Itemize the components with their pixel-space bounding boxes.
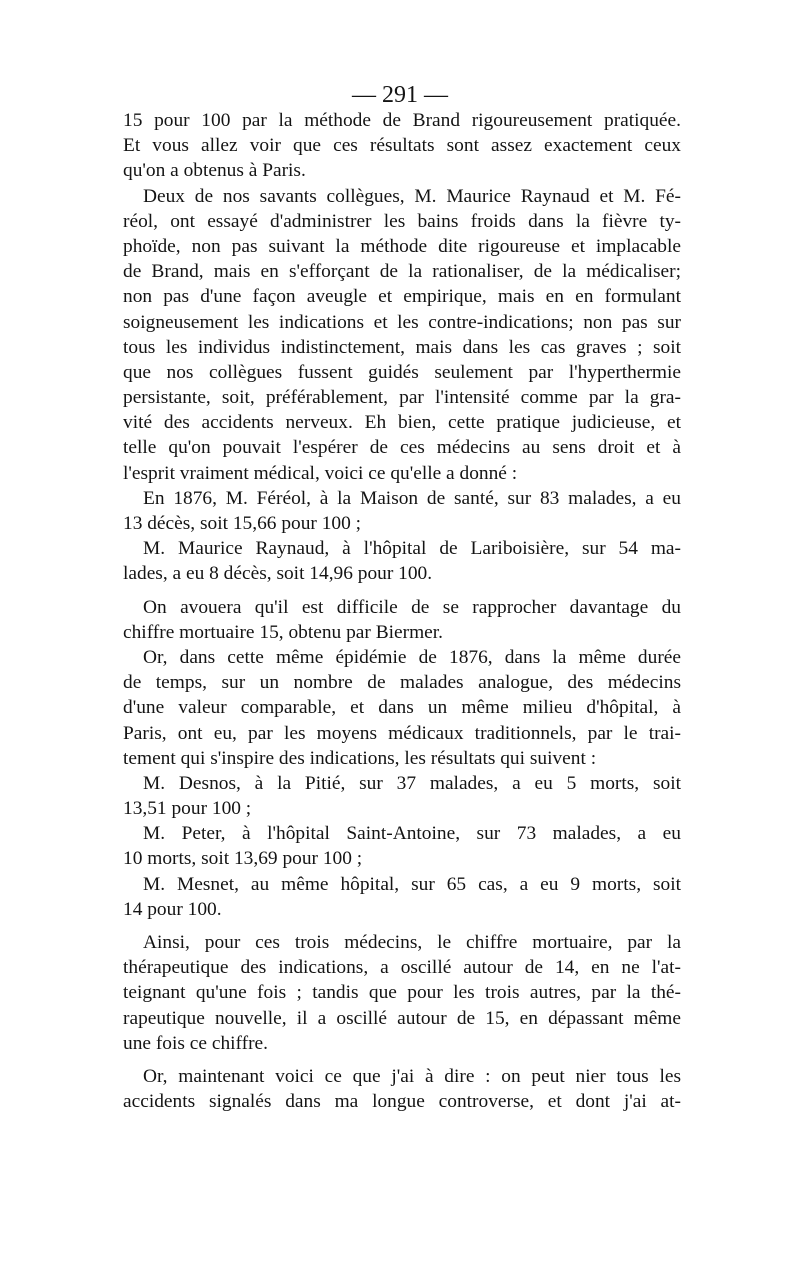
text-line: qu'on a obtenus à Paris. <box>123 160 306 182</box>
text-line: une fois ce chiffre. <box>123 1032 269 1054</box>
text-line: En 1876, M. Féréol, à la Maison de santé, sur 83 malades, a eu <box>143 487 681 509</box>
text-line: Or, maintenant voici ce que j'ai à dire : on peut nier tous les <box>143 1065 681 1087</box>
text-line: accidents signalés dans ma longue controverse, et dont j'ai at- <box>123 1091 681 1113</box>
text-line: Et vous allez voir que ces résultats sont assez exactement ceux <box>123 135 681 157</box>
paragraph <box>123 872 681 922</box>
text-line: non pas d'une façon aveugle et empirique, mais en en formulant <box>123 286 681 308</box>
text-line: On avouera qu'il est difficile de se rapprocher davantage du <box>143 596 681 618</box>
paragraph <box>123 486 681 536</box>
paragraph <box>123 1064 681 1114</box>
text-line: M. Maurice Raynaud, à l'hôpital de Lariboisière, sur 54 ma- <box>143 538 681 560</box>
paragraph-gap <box>123 1056 681 1064</box>
text-line: Deux de nos savants collègues, M. Maurice Raynaud et M. Fé- <box>143 185 681 207</box>
paragraph <box>123 595 681 645</box>
body-text <box>123 108 681 1114</box>
text-line: Paris, ont eu, par les moyens médicaux traditionnels, par le trai- <box>123 722 681 744</box>
paragraph <box>123 930 681 1056</box>
text-line: lades, a eu 8 décès, soit 14,96 pour 100. <box>123 563 433 585</box>
text-line: phoïde, non pas suivant la méthode dite rigoureuse et implacable <box>123 235 681 257</box>
text-line: d'une valeur comparable, et dans un même milieu d'hôpital, à <box>123 697 681 719</box>
text-line: teignant qu'une fois ; tandis que pour les trois autres, par la thé- <box>123 982 681 1004</box>
text-line: 13 décès, soit 15,66 pour 100 ; <box>123 513 362 534</box>
text-line: Or, dans cette même épidémie de 1876, dans la même durée <box>143 646 681 668</box>
text-line: 10 morts, soit 13,69 pour 100 ; <box>123 848 363 870</box>
text-line: persistante, soit, préférablement, par l'intensité comme par la gra- <box>123 387 681 409</box>
text-line: tous les individus indistinctement, mais dans les cas graves ; soit <box>123 336 681 358</box>
text-line: M. Peter, à l'hôpital Saint-Antoine, sur 73 malades, a eu <box>143 823 681 845</box>
text-line: que nos collègues fussent guidés seulement par l'hyperthermie <box>123 361 681 383</box>
text-line: chiffre mortuaire 15, obtenu par Biermer. <box>123 621 444 643</box>
text-line: 13,51 pour 100 ; <box>123 798 252 820</box>
text-line: 15 pour 100 par la méthode de Brand rigoureusement pratiquée. <box>123 110 681 131</box>
text-line: thérapeutique des indications, a oscillé autour de 14, en ne l'at- <box>123 957 681 979</box>
page-number: — 291 — <box>352 82 448 108</box>
text-line: de temps, sur un nombre de malades analogue, des médecins <box>123 672 681 694</box>
text-line: tement qui s'inspire des indications, les résultats qui suivent : <box>123 747 597 769</box>
text-line: réol, ont essayé d'administrer les bains froids dans la fièvre ty- <box>123 210 681 232</box>
text-line: M. Mesnet, au même hôpital, sur 65 cas, a eu 9 morts, soit <box>143 873 681 895</box>
paragraph-gap <box>123 587 681 595</box>
text-line: rapeutique nouvelle, il a oscillé autour de 15, en dépassant même <box>123 1007 681 1029</box>
text-line: telle qu'on pouvait l'espérer de ces médecins au sens droit et à <box>123 437 681 459</box>
paragraph <box>123 108 681 184</box>
text-line: M. Desnos, à la Pitié, sur 37 malades, a eu 5 morts, soit <box>143 772 681 794</box>
text-line: de Brand, mais en s'efforçant de la rationaliser, de la médicaliser; <box>123 261 681 283</box>
text-line: l'esprit vraiment médical, voici ce qu'elle a donné : <box>123 462 518 484</box>
paragraph <box>123 536 681 586</box>
paragraph <box>123 184 681 486</box>
paragraph <box>123 645 681 771</box>
paragraph <box>123 771 681 821</box>
text-line: vité des accidents nerveux. Eh bien, cette pratique judicieuse, et <box>123 412 681 434</box>
paragraph <box>123 821 681 871</box>
paragraph-gap <box>123 922 681 930</box>
text-line: 14 pour 100. <box>123 898 222 920</box>
text-line: soigneusement les indications et les contre-indications; non pas sur <box>123 311 681 333</box>
text-line: Ainsi, pour ces trois médecins, le chiffre mortuaire, par la <box>143 932 681 953</box>
